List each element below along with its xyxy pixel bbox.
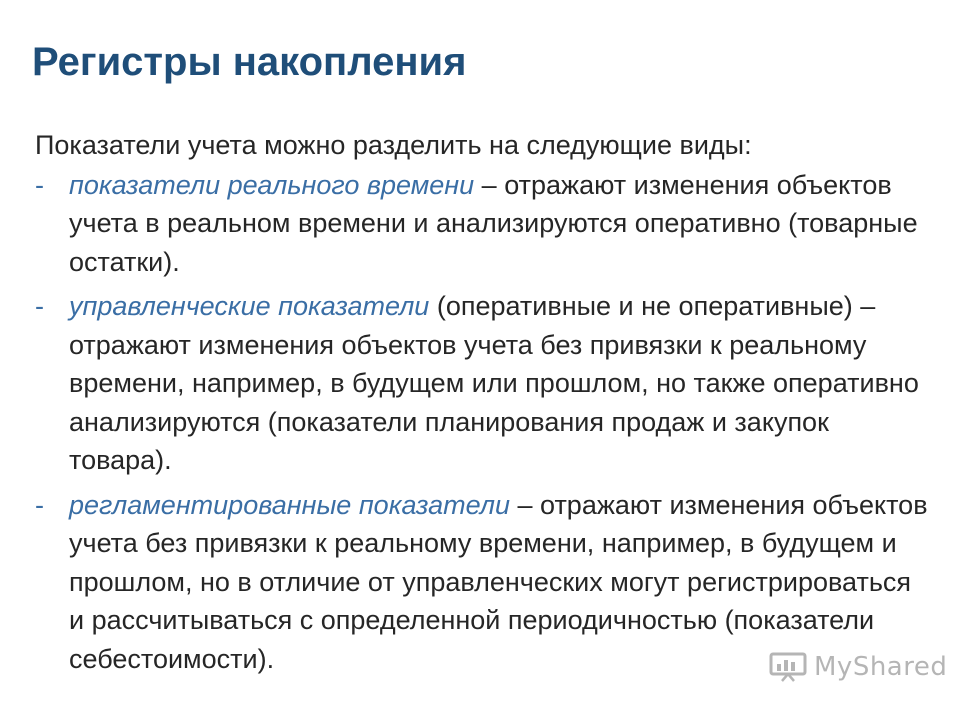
presentation-board-icon: [768, 652, 808, 682]
bullet-dash: -: [35, 169, 44, 200]
item-term: управленческие показатели: [69, 291, 430, 321]
list-item: [35, 486, 930, 679]
slide-content: [35, 126, 930, 684]
slide-title: Регистры накопления: [32, 40, 467, 84]
bullet-dash: -: [35, 489, 44, 520]
intro-text: Показатели учета можно разделить на следующие виды:: [35, 130, 752, 160]
item-description: – отражают изменения объектов учета в реальном времени и анализируются оперативно (товарные остатки).: [69, 169, 918, 277]
bullet-list: [35, 166, 930, 679]
watermark-text: MyShared: [814, 652, 948, 682]
bullet-dash: -: [35, 291, 44, 321]
item-description: (оперативные и не оперативные) – отражают изменения объектов учета без привязки к реальному времени, например, в будущем или прошлом, но также оперативно анализируются (показатели планирования продаж и закупок товара).: [69, 291, 919, 475]
list-item: [35, 166, 930, 282]
item-term: показатели реального времени: [69, 169, 475, 200]
list-item: [35, 287, 930, 480]
item-description: – отражают изменения объектов учета без привязки к реальному времени, например, в будущем и прошлом, но в отличие от управленческих могут регистрироваться и рассчитываться с определенной периодичностью (показатели себестоимости).: [69, 489, 928, 674]
item-term: регламентированные показатели: [69, 489, 510, 520]
watermark: [768, 652, 947, 682]
